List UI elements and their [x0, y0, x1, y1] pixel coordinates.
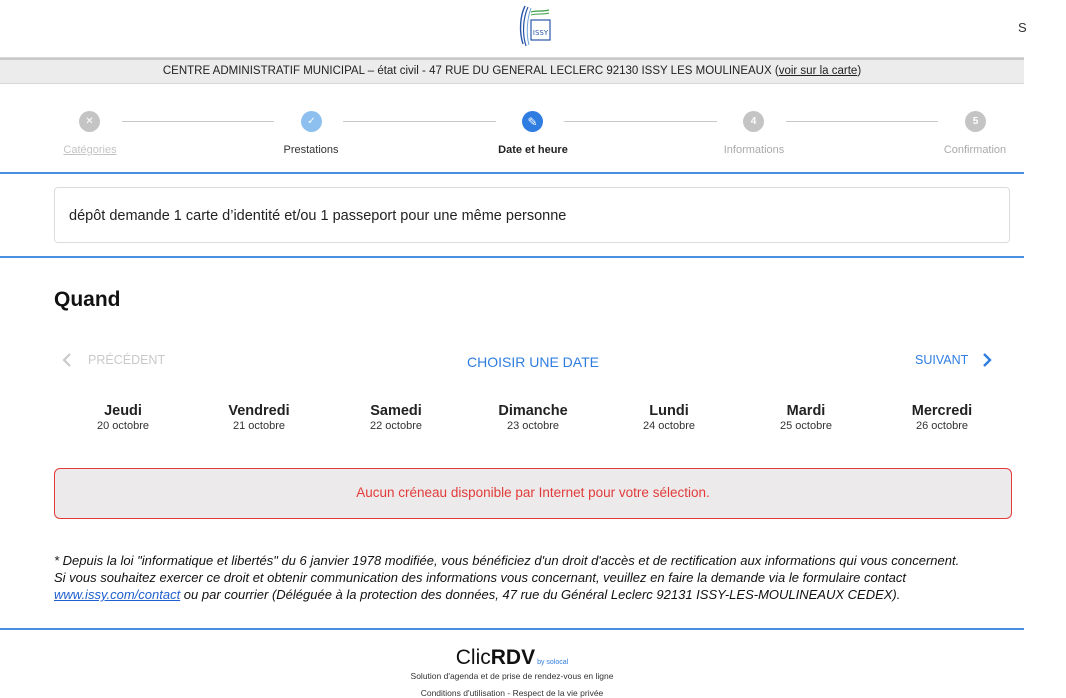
day-column — [604, 403, 734, 432]
step-date-pencil-icon: ✎ — [522, 111, 543, 132]
day-column — [58, 403, 188, 432]
address-text: CENTRE ADMINISTRATIF MUNICIPAL – état civil - 47 RUE DU GENERAL LECLERC 92130 ISSY LES MOULINEAUX — [162, 65, 772, 77]
day-date: 20 octobre — [97, 420, 149, 432]
brand-bold: RDV — [490, 646, 536, 669]
day-name: Dimanche — [498, 403, 568, 419]
day-date: 26 octobre — [916, 420, 968, 432]
logo-text: ISSY — [532, 29, 549, 37]
footer-tagline: Solution d'agenda et de prise de rendez-vous en ligne — [410, 671, 614, 681]
step-informations-number: 4 — [743, 111, 764, 132]
day-name: Mercredi — [911, 403, 973, 419]
top-header — [0, 0, 1027, 58]
day-column — [877, 403, 1007, 432]
previous-label: PRÉCÉDENT — [88, 353, 166, 367]
step-connector — [343, 121, 496, 122]
selected-service-section — [0, 174, 1024, 258]
day-date: 21 octobre — [233, 420, 285, 432]
step-confirmation-number: 5 — [965, 111, 986, 132]
choose-date-button[interactable]: CHOISIR UNE DATE — [467, 354, 599, 370]
legal-line-3: ou par courrier (Déléguée à la protection des données, 47 rue du Général Leclerc 92131 ISSY-LES-MOULINEAUX CEDEX). — [180, 587, 901, 602]
step-connector — [564, 121, 717, 122]
contact-link[interactable]: www.issy.com/contact — [54, 587, 181, 602]
chevron-right-icon[interactable] — [982, 352, 992, 368]
day-name: Samedi — [370, 403, 422, 419]
no-slot-alert: Aucun créneau disponible par Internet pour votre sélection. — [54, 468, 1012, 519]
day-name: Lundi — [649, 403, 689, 419]
selected-service: dépôt demande 1 carte d’identité et/ou 1 passeport pour une même personne — [54, 187, 1010, 243]
legal-line-1: * Depuis la loi "informatique et libertés" du 6 janvier 1978 modifiée, vous bénéficiez d'un droit d'accès et de rectification aux informations qui vous concernent. — [54, 553, 960, 568]
step-informations-label: Informations — [723, 144, 785, 156]
brand-light: Clic — [455, 646, 491, 669]
legal-notice — [54, 552, 1014, 603]
day-date: 23 octobre — [507, 420, 559, 432]
day-name: Vendredi — [228, 403, 290, 419]
brand-by: by solocal — [537, 659, 569, 666]
day-name: Mardi — [786, 403, 826, 419]
step-categories-icon[interactable]: ✕ — [79, 111, 100, 132]
footer-legal-links[interactable]: Conditions d'utilisation - Respect de la vie privée — [420, 688, 604, 698]
day-column — [468, 403, 598, 432]
step-connector — [786, 121, 938, 122]
step-connector — [122, 121, 274, 122]
next-label[interactable]: SUIVANT — [915, 353, 969, 367]
footer — [0, 628, 1024, 698]
day-date: 25 octobre — [780, 420, 832, 432]
step-prestations-check-icon: ✓ — [301, 111, 322, 132]
clicrdv-logo[interactable] — [0, 646, 1024, 670]
day-date: 22 octobre — [370, 420, 422, 432]
day-column — [194, 403, 324, 432]
step-categories-label[interactable]: Catégories — [63, 144, 117, 156]
address-bar: CENTRE ADMINISTRATIF MUNICIPAL – état civil - 47 RUE DU GENERAL LECLERC 92130 ISSY LES MOULINEAUX (voir sur la carte) — [0, 58, 1024, 84]
map-link[interactable]: voir sur la carte — [778, 65, 858, 77]
day-name: Jeudi — [104, 403, 142, 419]
step-prestations-label: Prestations — [283, 144, 339, 156]
next-button[interactable] — [915, 352, 992, 368]
step-confirmation-label: Confirmation — [943, 144, 1007, 156]
step-date-label: Date et heure — [498, 144, 568, 156]
stepper — [0, 84, 1024, 174]
issy-logo[interactable] — [517, 4, 551, 50]
day-date: 24 octobre — [643, 420, 695, 432]
header-corner-text: S — [1018, 20, 1027, 35]
day-column — [331, 403, 461, 432]
legal-line-2: Si vous souhaitez exercer ce droit et obtenir communication des informations vous concernant, veuillez en faire la demande via le formulaire contact — [54, 570, 906, 585]
when-title: Quand — [54, 288, 121, 311]
day-column — [741, 403, 871, 432]
